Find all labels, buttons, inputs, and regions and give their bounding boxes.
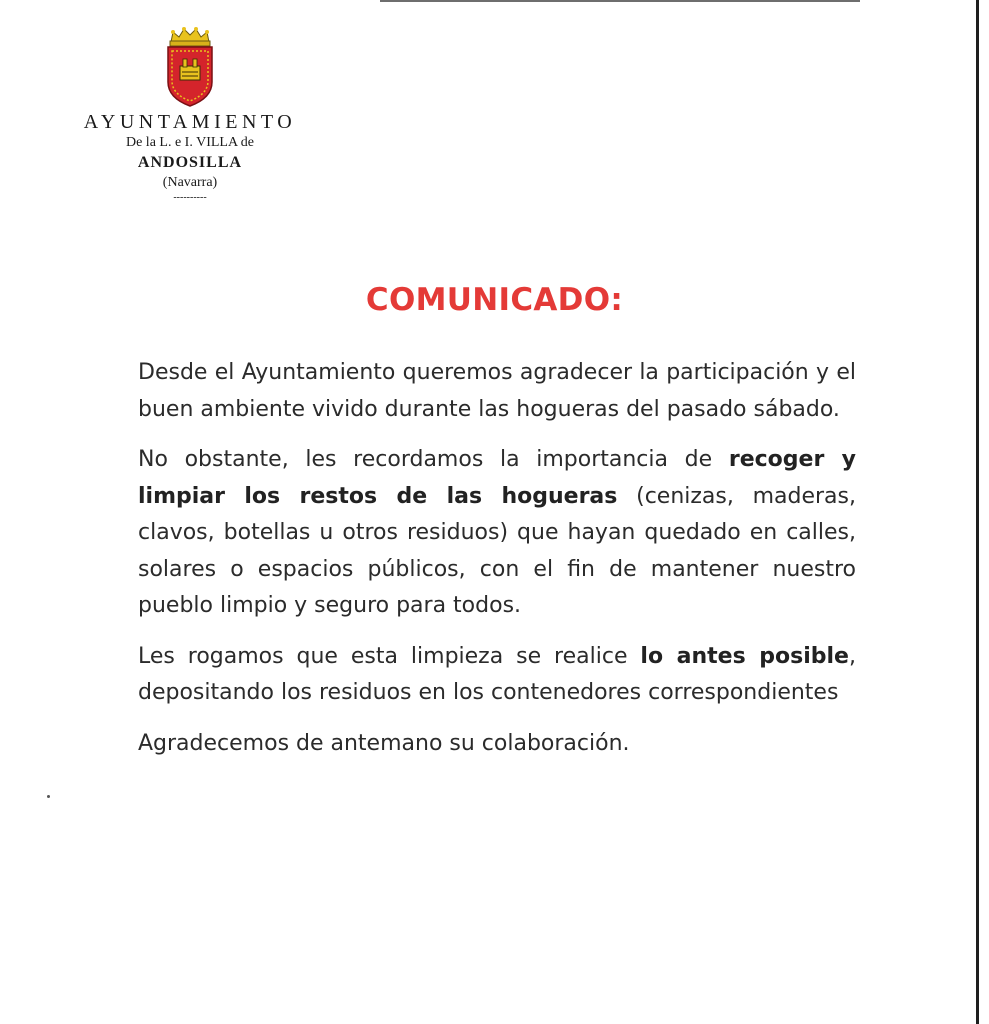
paragraph-3-rest: , depositando los residuos en los contenedores correspondientes: [138, 643, 856, 705]
coat-of-arms-icon: [165, 26, 215, 108]
document-title: COMUNICADO:: [365, 282, 624, 318]
scan-edge-top: [380, 0, 860, 2]
paragraph-4: Agradecemos de antemano su colaboración.: [138, 730, 630, 756]
paragraph-2: [138, 442, 856, 625]
document-body: [138, 355, 856, 776]
paragraph-3-emphasis: lo antes posible: [640, 643, 849, 669]
org-subtitle: De la L. e I. VILLA de: [125, 135, 255, 150]
paragraph-2-intro: No obstante, les recordamos la importancia de: [138, 447, 729, 472]
scan-edge-right: [976, 0, 979, 1024]
org-name: AYUNTAMIENTO: [83, 111, 297, 133]
scan-speck: [47, 795, 50, 798]
paragraph-3-intro: Les rogamos que esta limpieza se realice: [138, 643, 641, 669]
org-town: ANDOSILLA: [137, 154, 243, 171]
org-region: (Navarra): [162, 175, 218, 190]
letterhead: [56, 26, 324, 204]
paragraph-1: Desde el Ayuntamiento queremos agradecer la participación y el buen ambiente vivido durante las hogueras del pasado sábado.: [138, 360, 856, 422]
org-divider: ----------: [173, 192, 207, 203]
paragraph-3: [138, 639, 856, 712]
paragraph-2-rest: (cenizas, maderas, clavos, botellas u otros residuos) que hayan quedado en calles, solares o espacios públicos, con el fin de mantener nuestro pueblo limpio y seguro para todos.: [138, 483, 856, 618]
paragraph-2-emphasis: recoger y limpiar los restos de las hogueras: [138, 447, 856, 509]
